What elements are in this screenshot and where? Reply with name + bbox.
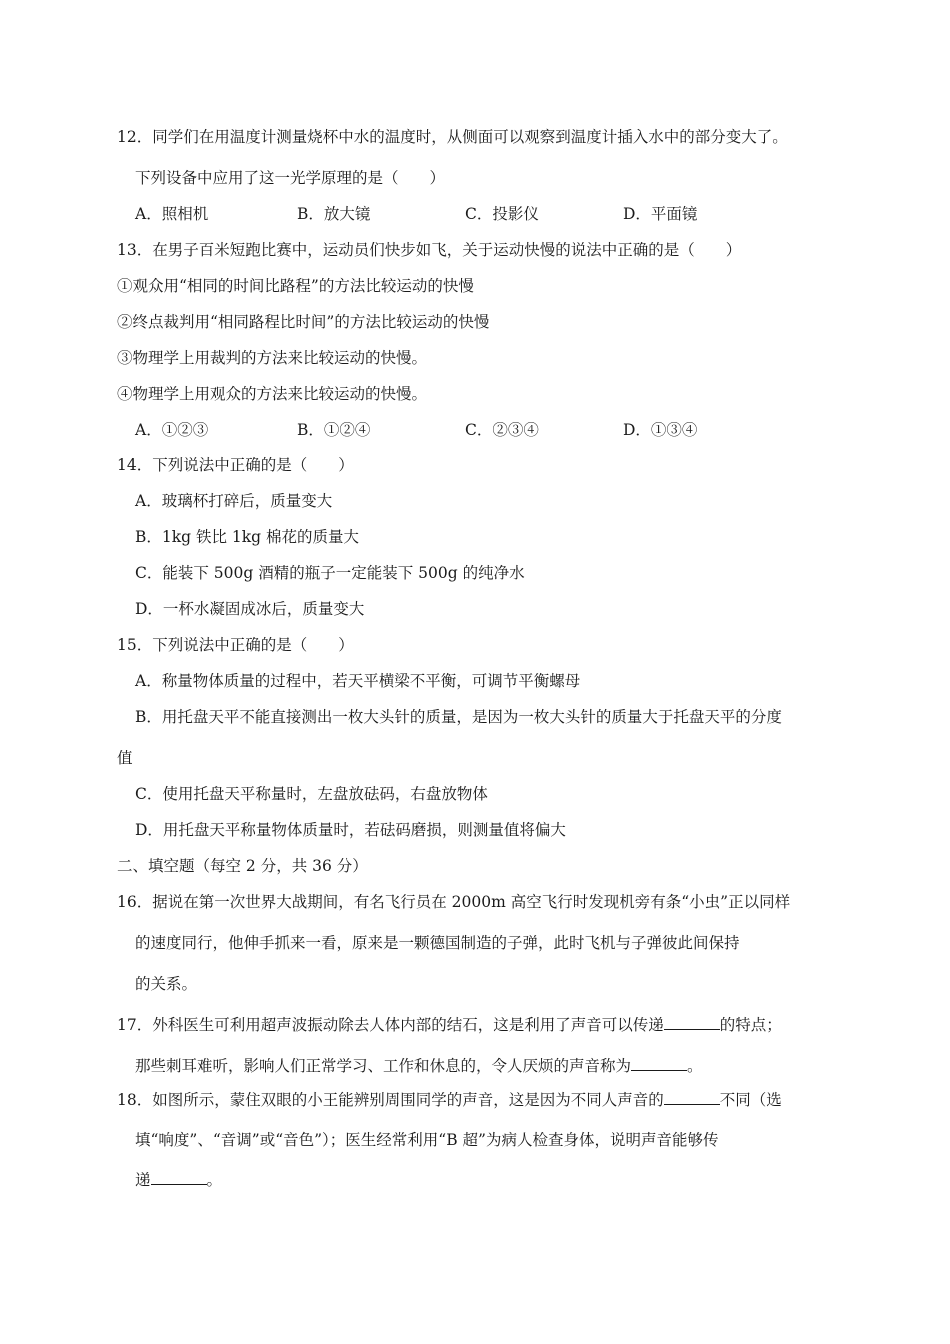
q18-line1 xyxy=(117,1090,782,1110)
q14-option-d: D．一杯水凝固成冰后，质量变大 xyxy=(135,600,365,618)
q13-option-c: C．②③④ xyxy=(465,421,539,439)
q12-option-b: B．放大镜 xyxy=(297,205,371,223)
q18-blank-1[interactable] xyxy=(664,1090,720,1105)
q13-option-a: A．①②③ xyxy=(135,421,209,439)
q13-statement-1: ①观众用“相同的时间比路程”的方法比较运动的快慢 xyxy=(117,277,474,295)
q15-option-d: D．用托盘天平称量物体质量时，若砝码磨损，则测量值将偏大 xyxy=(135,821,566,839)
q18-line2: 填“响度”、“音调”或“音色”）；医生经常利用“B 超”为病人检查身体，说明声音能够传 xyxy=(135,1131,719,1149)
q13-statement-3: ③物理学上用裁判的方法来比较运动的快慢。 xyxy=(117,349,428,367)
q14-stem: 14．下列说法中正确的是（ ） xyxy=(117,456,354,474)
q18-line3-text-b: 。 xyxy=(206,1171,223,1189)
q16-line3: 的关系。 xyxy=(135,975,198,993)
q14-option-c: C．能装下 500g 酒精的瓶子一定能装下 500g 的纯净水 xyxy=(135,564,525,582)
q15-option-c: C．使用托盘天平称量时，左盘放砝码，右盘放物体 xyxy=(135,785,488,803)
q14-option-a: A．玻璃杯打碎后，质量变大 xyxy=(135,492,333,510)
q13-option-b: B．①②④ xyxy=(297,421,371,439)
q13-stem: 13．在男子百米短跑比赛中，运动员们快步如飞，关于运动快慢的说法中正确的是（ ） xyxy=(117,241,742,259)
q17-blank-1[interactable] xyxy=(664,1015,720,1030)
q15-option-b-line1: B．用托盘天平不能直接测出一枚大头针的质量，是因为一枚大头针的质量大于托盘天平的分度 xyxy=(135,708,782,726)
q17-line2-text-b: 。 xyxy=(687,1057,703,1075)
q17-line2 xyxy=(135,1056,703,1076)
q17-blank-2[interactable] xyxy=(631,1056,687,1071)
q15-stem: 15．下列说法中正确的是（ ） xyxy=(117,636,354,654)
q12-options xyxy=(135,204,775,224)
q12-stem-line1: 12．同学们在用温度计测量烧杯中水的温度时，从侧面可以观察到温度计插入水中的部分变大了。 xyxy=(117,128,788,146)
q17-line2-text-a: 那些刺耳难听，影响人们正常学习、工作和休息的，令人厌烦的声音称为 xyxy=(135,1057,632,1075)
q18-line3-text-a: 递 xyxy=(135,1171,151,1189)
q18-blank-2[interactable] xyxy=(151,1170,207,1185)
q16-line1: 16．据说在第一次世界大战期间，有名飞行员在 2000m 高空飞行时发现机旁有条“小虫”正以同样 xyxy=(117,893,791,911)
section-title-fill-in: 二、填空题（每空 2 分，共 36 分） xyxy=(117,857,368,875)
q17-line1-text-b: 的特点； xyxy=(719,1016,782,1034)
q17-line1 xyxy=(117,1015,782,1035)
q12-option-d: D．平面镜 xyxy=(623,205,698,223)
q13-statement-2: ②终点裁判用“相同路程比时间”的方法比较运动的快慢 xyxy=(117,313,490,331)
q13-option-d: D．①③④ xyxy=(623,421,698,439)
q18-line3 xyxy=(135,1170,222,1190)
q12-option-a: A．照相机 xyxy=(135,205,209,223)
q16-line2: 的速度同行，他伸手抓来一看，原来是一颗德国制造的子弹，此时飞机与子弹彼此间保持 xyxy=(135,934,740,952)
q15-option-b-line2: 值 xyxy=(117,749,133,767)
q15-option-a: A．称量物体质量的过程中，若天平横梁不平衡，可调节平衡螺母 xyxy=(135,672,581,690)
q18-line1-text-a: 18．如图所示，蒙住双眼的小王能辨别周围同学的声音，这是因为不同人声音的 xyxy=(117,1091,664,1109)
q18-line1-text-b: 不同（选 xyxy=(719,1091,782,1109)
q12-stem-line2: 下列设备中应用了这一光学原理的是（ ） xyxy=(135,169,446,187)
q14-option-b: B．1kg 铁比 1kg 棉花的质量大 xyxy=(135,528,360,546)
q12-option-c: C．投影仪 xyxy=(465,205,539,223)
q17-line1-text-a: 17．外科医生可利用超声波振动除去人体内部的结石，这是利用了声音可以传递 xyxy=(117,1016,664,1034)
q13-options xyxy=(135,420,775,440)
q13-statement-4: ④物理学上用观众的方法来比较运动的快慢。 xyxy=(117,385,428,403)
